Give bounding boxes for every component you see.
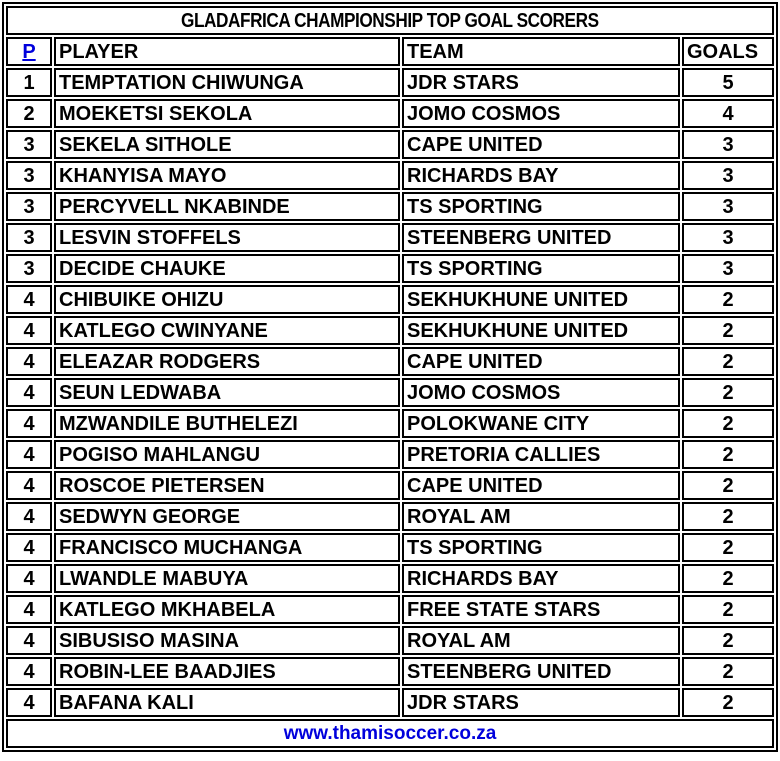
cell-goals: 4 (682, 99, 774, 128)
position-sort-link[interactable]: P (22, 40, 36, 63)
cell-position: 4 (6, 533, 52, 562)
cell-team: JOMO COSMOS (402, 99, 680, 128)
cell-goals: 3 (682, 192, 774, 221)
cell-team: SEKHUKHUNE UNITED (402, 285, 680, 314)
cell-team: CAPE UNITED (402, 471, 680, 500)
cell-player: SEKELA SITHOLE (54, 130, 400, 159)
table-row (6, 130, 774, 159)
cell-player: TEMPTATION CHIWUNGA (54, 68, 400, 97)
cell-goals: 5 (682, 68, 774, 97)
table-row (6, 192, 774, 221)
cell-team: TS SPORTING (402, 192, 680, 221)
cell-player: CHIBUIKE OHIZU (54, 285, 400, 314)
cell-team: SEKHUKHUNE UNITED (402, 316, 680, 345)
cell-player: ELEAZAR RODGERS (54, 347, 400, 376)
cell-team: RICHARDS BAY (402, 564, 680, 593)
cell-team: JDR STARS (402, 688, 680, 717)
cell-position: 4 (6, 471, 52, 500)
cell-player: KATLEGO MKHABELA (54, 595, 400, 624)
cell-position: 3 (6, 254, 52, 283)
cell-team: RICHARDS BAY (402, 161, 680, 190)
cell-goals: 2 (682, 378, 774, 407)
cell-player: FRANCISCO MUCHANGA (54, 533, 400, 562)
cell-position: 4 (6, 409, 52, 438)
cell-team: STEENBERG UNITED (402, 223, 680, 252)
cell-position: 3 (6, 192, 52, 221)
cell-team: POLOKWANE CITY (402, 409, 680, 438)
column-header-goals: GOALS (682, 37, 774, 66)
table-row (6, 68, 774, 97)
table-row (6, 533, 774, 562)
table-row (6, 223, 774, 252)
cell-player: SEUN LEDWABA (54, 378, 400, 407)
cell-goals: 3 (682, 254, 774, 283)
cell-position: 4 (6, 688, 52, 717)
title-row (6, 6, 774, 35)
cell-player: DECIDE CHAUKE (54, 254, 400, 283)
cell-position: 3 (6, 223, 52, 252)
cell-team: ROYAL AM (402, 502, 680, 531)
cell-team: TS SPORTING (402, 533, 680, 562)
cell-goals: 2 (682, 626, 774, 655)
cell-goals: 2 (682, 657, 774, 686)
cell-position: 4 (6, 657, 52, 686)
column-header-player: PLAYER (54, 37, 400, 66)
cell-goals: 2 (682, 316, 774, 345)
cell-player: POGISO MAHLANGU (54, 440, 400, 469)
cell-player: BAFANA KALI (54, 688, 400, 717)
table-row (6, 502, 774, 531)
website-link[interactable]: www.thamisoccer.co.za (283, 723, 497, 745)
cell-player: MZWANDILE BUTHELEZI (54, 409, 400, 438)
cell-team: STEENBERG UNITED (402, 657, 680, 686)
cell-position: 3 (6, 130, 52, 159)
table-row (6, 626, 774, 655)
table-row (6, 161, 774, 190)
cell-position: 3 (6, 161, 52, 190)
cell-team: TS SPORTING (402, 254, 680, 283)
footer-cell (6, 719, 774, 748)
table-body (6, 68, 774, 717)
header-row (6, 37, 774, 66)
cell-goals: 2 (682, 347, 774, 376)
cell-team: ROYAL AM (402, 626, 680, 655)
cell-position: 4 (6, 347, 52, 376)
table-row (6, 316, 774, 345)
footer-row (6, 719, 774, 748)
cell-goals: 3 (682, 161, 774, 190)
table-row (6, 409, 774, 438)
cell-team: FREE STATE STARS (402, 595, 680, 624)
cell-goals: 2 (682, 564, 774, 593)
cell-position: 4 (6, 626, 52, 655)
cell-player: PERCYVELL NKABINDE (54, 192, 400, 221)
cell-position: 1 (6, 68, 52, 97)
cell-position: 4 (6, 316, 52, 345)
table-row (6, 347, 774, 376)
cell-team: PRETORIA CALLIES (402, 440, 680, 469)
cell-goals: 2 (682, 440, 774, 469)
table-row (6, 657, 774, 686)
table-row (6, 378, 774, 407)
table-row (6, 440, 774, 469)
cell-goals: 2 (682, 502, 774, 531)
cell-position: 4 (6, 595, 52, 624)
cell-team: CAPE UNITED (402, 347, 680, 376)
cell-player: MOEKETSI SEKOLA (54, 99, 400, 128)
table-title (6, 6, 774, 35)
cell-player: ROSCOE PIETERSEN (54, 471, 400, 500)
cell-position: 4 (6, 564, 52, 593)
cell-goals: 2 (682, 285, 774, 314)
table-row (6, 254, 774, 283)
cell-player: SEDWYN GEORGE (54, 502, 400, 531)
cell-team: JOMO COSMOS (402, 378, 680, 407)
cell-position: 4 (6, 378, 52, 407)
cell-position: 4 (6, 502, 52, 531)
cell-player: SIBUSISO MASINA (54, 626, 400, 655)
cell-goals: 2 (682, 471, 774, 500)
cell-team: JDR STARS (402, 68, 680, 97)
table-row (6, 688, 774, 717)
cell-goals: 2 (682, 409, 774, 438)
cell-team: CAPE UNITED (402, 130, 680, 159)
column-header-team: TEAM (402, 37, 680, 66)
cell-goals: 2 (682, 533, 774, 562)
cell-player: ROBIN-LEE BAADJIES (54, 657, 400, 686)
table-row (6, 285, 774, 314)
cell-position: 2 (6, 99, 52, 128)
cell-goals: 2 (682, 595, 774, 624)
cell-player: KATLEGO CWINYANE (54, 316, 400, 345)
cell-goals: 3 (682, 130, 774, 159)
top-goal-scorers-table (2, 2, 778, 752)
cell-goals: 2 (682, 688, 774, 717)
cell-player: LWANDLE MABUYA (54, 564, 400, 593)
cell-goals: 3 (682, 223, 774, 252)
table-row (6, 595, 774, 624)
column-header-position (6, 37, 52, 66)
cell-position: 4 (6, 440, 52, 469)
table-title-text: GLADAFRICA CHAMPIONSHIP TOP GOAL SCORERS (181, 9, 599, 32)
table-row (6, 564, 774, 593)
cell-player: KHANYISA MAYO (54, 161, 400, 190)
cell-position: 4 (6, 285, 52, 314)
table-row (6, 99, 774, 128)
table-row (6, 471, 774, 500)
cell-player: LESVIN STOFFELS (54, 223, 400, 252)
